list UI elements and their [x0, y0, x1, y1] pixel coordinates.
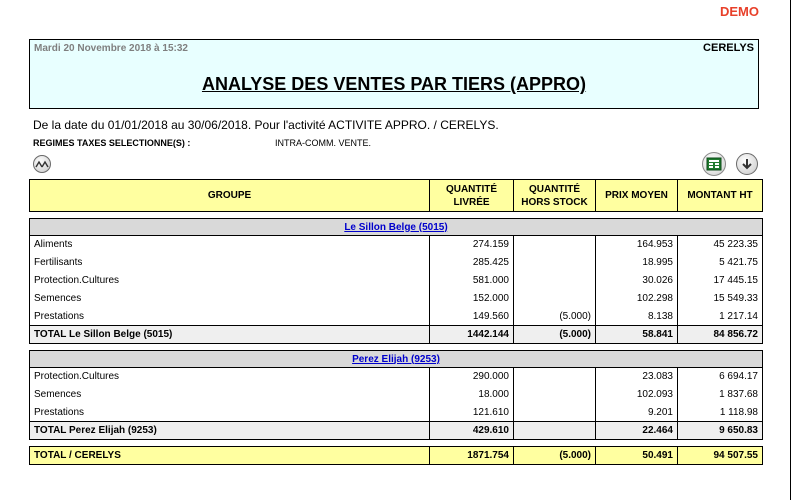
group-header-row [30, 351, 763, 368]
cell-quantite-livree: 274.159 [430, 236, 514, 254]
grand-total-montant-ht: 94 507.55 [678, 447, 763, 465]
cell-quantite-livree: 581.000 [430, 272, 514, 290]
report-header [29, 39, 759, 109]
row-label: Semences [30, 290, 430, 308]
cell-quantite-livree: 285.425 [430, 254, 514, 272]
table-row [30, 308, 763, 326]
cell-quantite-hors-stock [514, 290, 596, 308]
cell-montant-ht: 1 217.14 [678, 308, 763, 326]
period-text: De la date du 01/01/2018 au 30/06/2018. Pour l'activité ACTIVITE APPRO. / CERELYS. [33, 118, 499, 132]
table-row [30, 254, 763, 272]
total-montant-ht: 9 650.83 [678, 422, 763, 440]
cell-prix-moyen: 23.083 [596, 368, 678, 386]
cell-prix-moyen: 164.953 [596, 236, 678, 254]
arrow-down-icon [740, 157, 754, 171]
cell-quantite-hors-stock [514, 272, 596, 290]
cell-prix-moyen: 30.026 [596, 272, 678, 290]
row-label: Semences [30, 386, 430, 404]
group-link-perez-elijah[interactable]: Perez Elijah (9253) [352, 353, 440, 365]
cell-quantite-livree: 121.610 [430, 404, 514, 422]
row-label: Fertilisants [30, 254, 430, 272]
download-button[interactable] [736, 153, 758, 175]
group-total-row [30, 326, 763, 344]
table-header-row [30, 180, 763, 212]
total-quantite-livree: 429.610 [430, 422, 514, 440]
total-label: TOTAL Perez Elijah (9253) [30, 422, 430, 440]
cell-prix-moyen: 8.138 [596, 308, 678, 326]
cell-quantite-livree: 18.000 [430, 386, 514, 404]
row-label: Aliments [30, 236, 430, 254]
grand-total-prix-moyen: 50.491 [596, 447, 678, 465]
table-row [30, 368, 763, 386]
table-row [30, 236, 763, 254]
sales-table [29, 179, 763, 465]
group-header-row [30, 219, 763, 236]
total-quantite-hors-stock [514, 422, 596, 440]
cell-prix-moyen: 102.093 [596, 386, 678, 404]
table-row [30, 290, 763, 308]
cell-montant-ht: 45 223.35 [678, 236, 763, 254]
cell-montant-ht: 1 118.98 [678, 404, 763, 422]
total-quantite-livree: 1442.144 [430, 326, 514, 344]
cell-quantite-hors-stock: (5.000) [514, 308, 596, 326]
demo-label: DEMO [720, 4, 759, 19]
cell-quantite-livree: 149.560 [430, 308, 514, 326]
row-label: Protection.Cultures [30, 368, 430, 386]
table-row [30, 272, 763, 290]
regimes-label: REGIMES TAXES SELECTIONNE(S) : [33, 138, 191, 148]
cell-quantite-hors-stock [514, 368, 596, 386]
column-header-groupe: GROUPE [30, 180, 430, 212]
group-link-le-sillon-belge[interactable]: Le Sillon Belge (5015) [344, 221, 448, 233]
total-label: TOTAL Le Sillon Belge (5015) [30, 326, 430, 344]
total-montant-ht: 84 856.72 [678, 326, 763, 344]
excel-export-icon [706, 157, 722, 171]
column-header-quantite-hors-stock: QUANTITÉ HORS STOCK [514, 180, 596, 212]
row-label: Protection.Cultures [30, 272, 430, 290]
cell-montant-ht: 15 549.33 [678, 290, 763, 308]
expand-all-button[interactable] [33, 155, 51, 173]
grand-total-row [30, 447, 763, 465]
company-name: CERELYS [703, 42, 754, 54]
row-label: Prestations [30, 404, 430, 422]
expand-all-icon [35, 159, 49, 169]
cell-montant-ht: 5 421.75 [678, 254, 763, 272]
total-prix-moyen: 22.464 [596, 422, 678, 440]
cell-prix-moyen: 9.201 [596, 404, 678, 422]
group-total-row [30, 422, 763, 440]
cell-quantite-livree: 152.000 [430, 290, 514, 308]
cell-prix-moyen: 102.298 [596, 290, 678, 308]
cell-quantite-hors-stock [514, 404, 596, 422]
grand-total-quantite-livree: 1871.754 [430, 447, 514, 465]
cell-quantite-hors-stock [514, 254, 596, 272]
cell-montant-ht: 6 694.17 [678, 368, 763, 386]
row-label: Prestations [30, 308, 430, 326]
report-date: Mardi 20 Novembre 2018 à 15:32 [34, 43, 188, 54]
regimes-value: INTRA-COMM. VENTE. [275, 138, 371, 148]
column-header-montant-ht: MONTANT HT [678, 180, 763, 212]
cell-prix-moyen: 18.995 [596, 254, 678, 272]
cell-quantite-hors-stock [514, 386, 596, 404]
window-border [790, 0, 791, 500]
cell-montant-ht: 17 445.15 [678, 272, 763, 290]
grand-total-label: TOTAL / CERELYS [30, 447, 430, 465]
total-prix-moyen: 58.841 [596, 326, 678, 344]
column-header-prix-moyen: PRIX MOYEN [596, 180, 678, 212]
total-quantite-hors-stock: (5.000) [514, 326, 596, 344]
grand-total-quantite-hors-stock: (5.000) [514, 447, 596, 465]
excel-export-button[interactable] [702, 152, 726, 176]
table-row [30, 404, 763, 422]
cell-montant-ht: 1 837.68 [678, 386, 763, 404]
table-row [30, 386, 763, 404]
cell-quantite-livree: 290.000 [430, 368, 514, 386]
cell-quantite-hors-stock [514, 236, 596, 254]
report-title: ANALYSE DES VENTES PAR TIERS (APPRO) [201, 74, 587, 94]
column-header-quantite-livree: QUANTITÉ LIVRÉE [430, 180, 514, 212]
